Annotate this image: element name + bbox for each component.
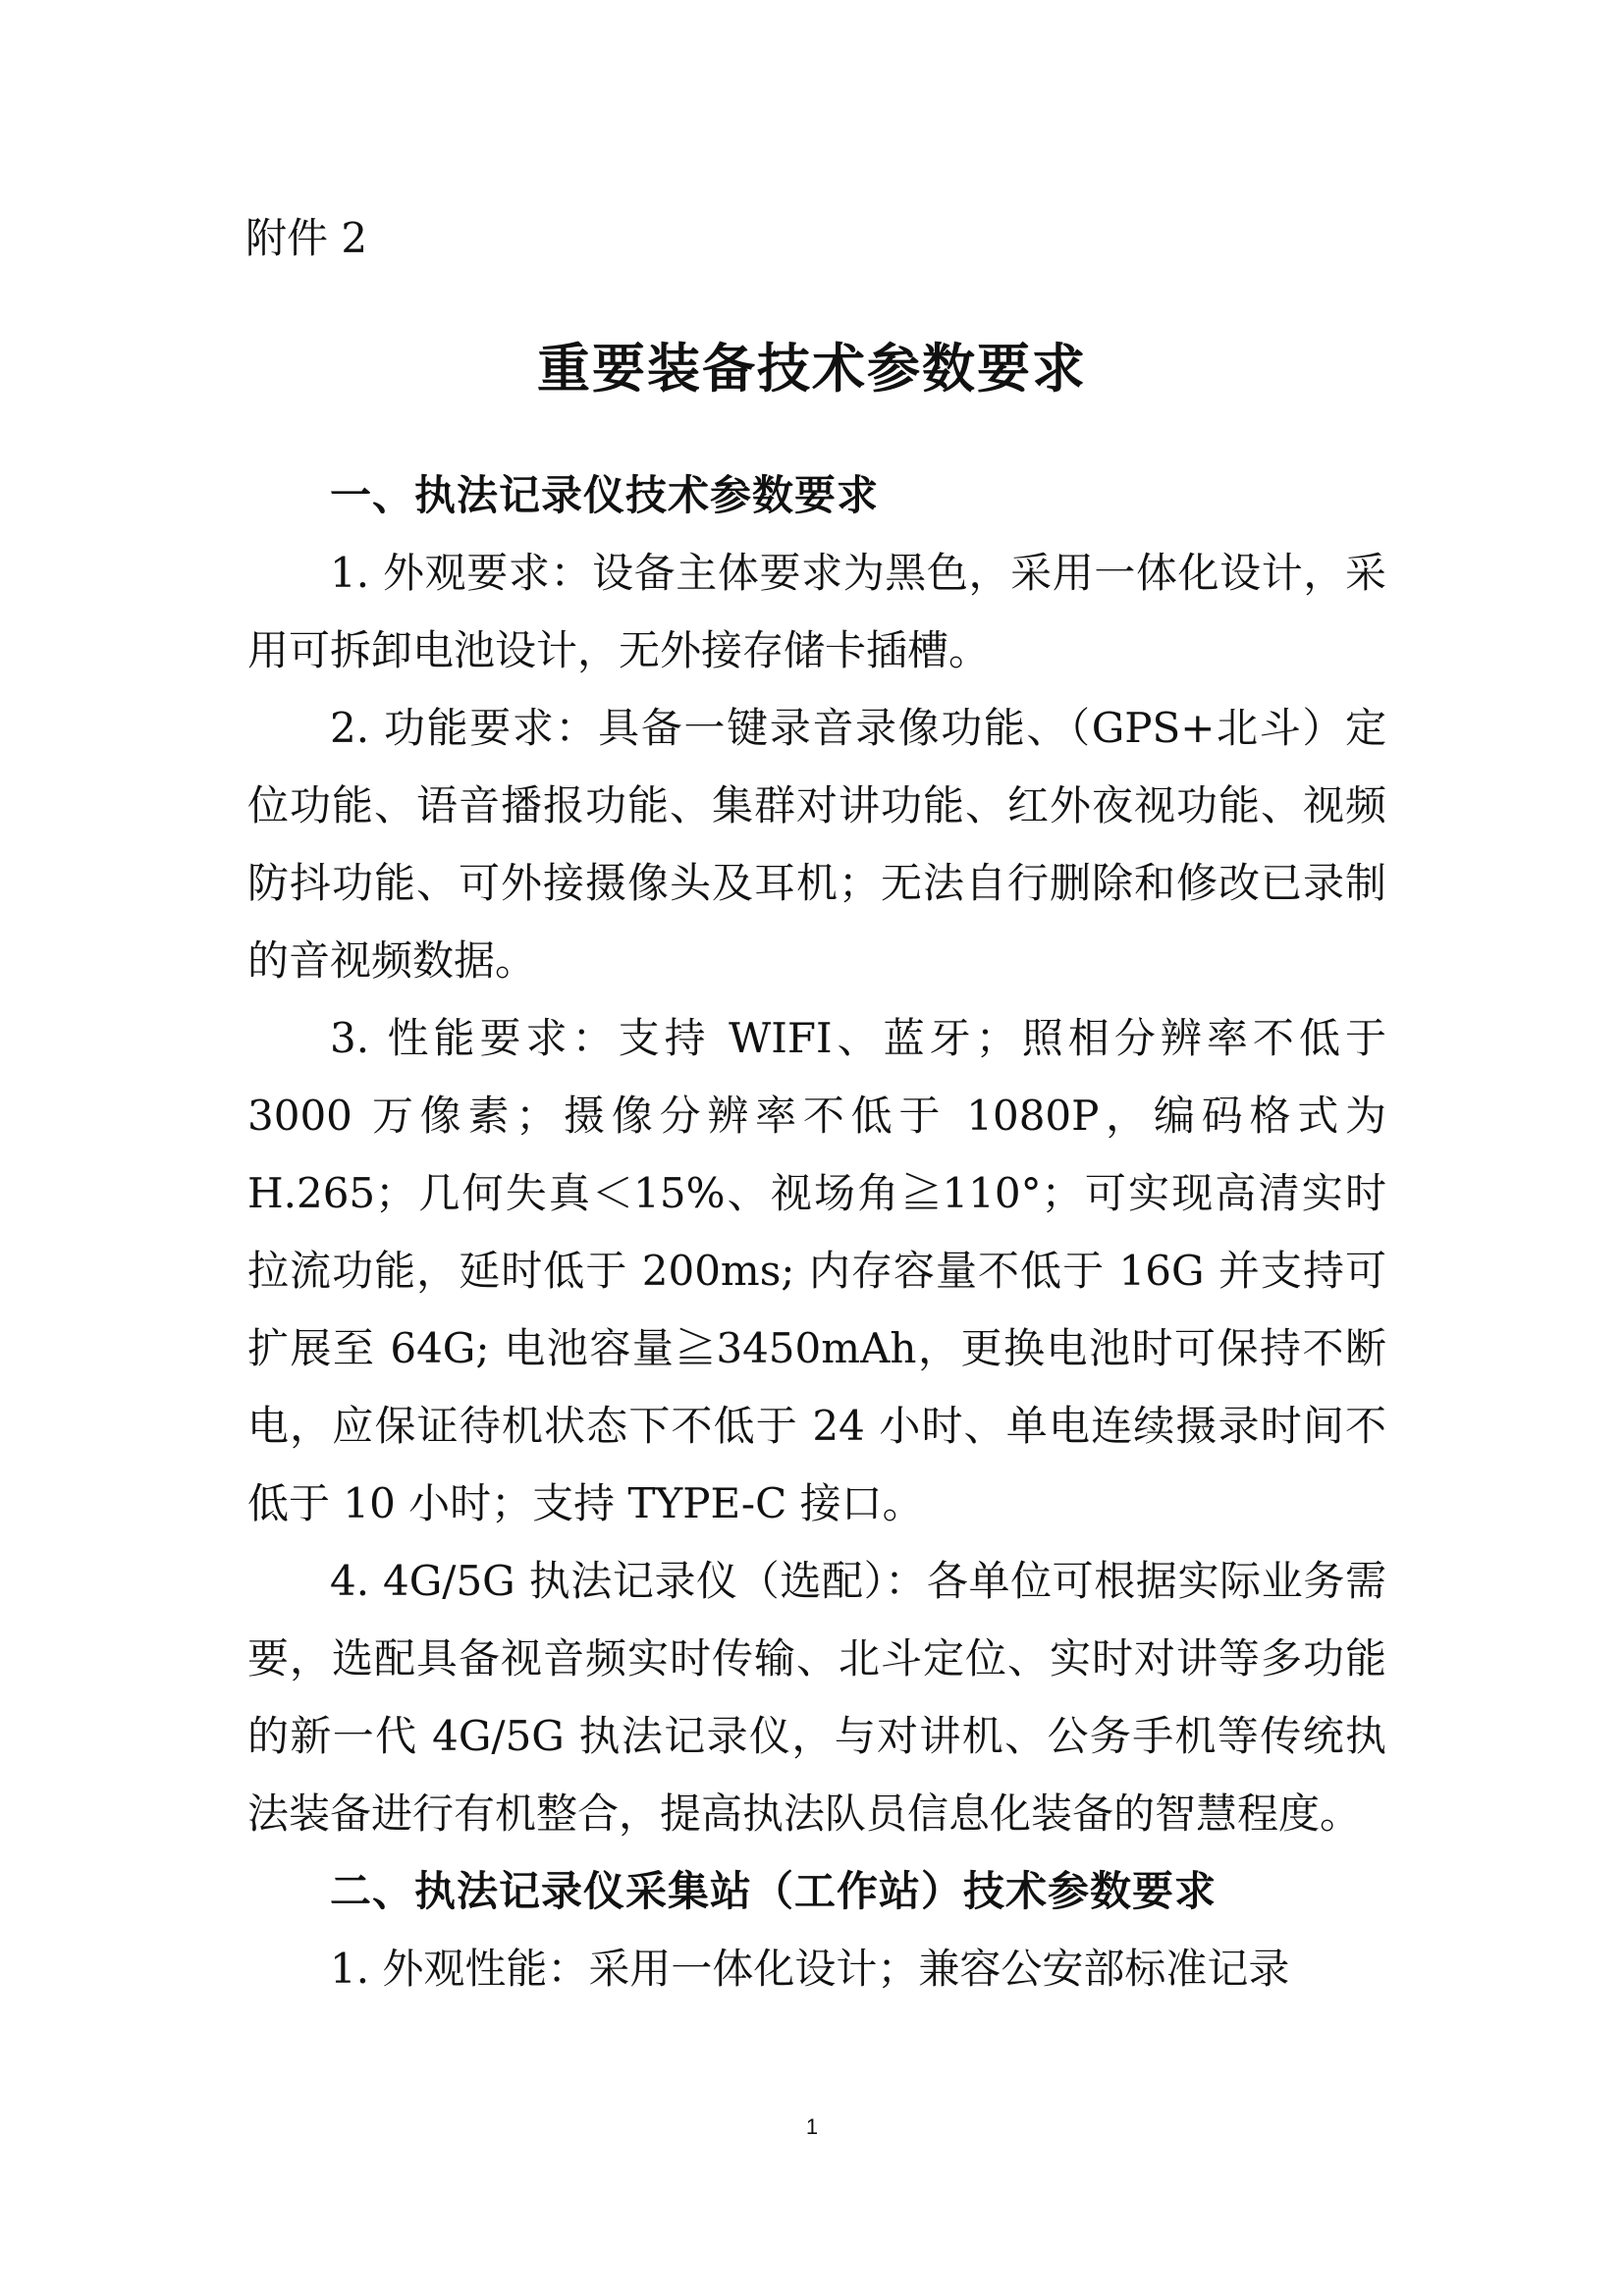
section-2-item-1: 1. 外观性能：采用一体化设计；兼容公安部标准记录 xyxy=(330,1945,1290,1993)
section-1-item-2: 2. 功能要求：具备一键录音录像功能、（GPS+北斗）定位功能、语音播报功能、集群对讲功能、红外夜视功能、视频防抖功能、可外接摄像头及耳机；无法自行删除和修改已录制的音视频数据。 xyxy=(247,704,1386,985)
section-1-heading: 一、执法记录仪技术参数要求 xyxy=(330,471,880,519)
document-body xyxy=(247,456,1386,2007)
section-2-heading: 二、执法记录仪采集站（工作站）技术参数要求 xyxy=(330,1867,1218,1915)
section-1-item-4: 4. 4G/5G 执法记录仪（选配）：各单位可根据实际业务需要，选配具备视音频实时传输、北斗定位、实时对讲等多功能的新一代 4G/5G 执法记录仪，与对讲机、公务手机等传统执法装备进行有机整合，提高执法队员信息化装备的智慧程度。 xyxy=(247,1557,1386,1838)
attachment-label: 附件 2 xyxy=(245,214,368,262)
page-number: 1 xyxy=(805,2114,819,2139)
section-1-item-1: 1. 外观要求：设备主体要求为黑色，采用一体化设计，采用可拆卸电池设计，无外接存储卡插槽。 xyxy=(247,549,1386,674)
document-title: 重要装备技术参数要求 xyxy=(537,337,1087,400)
section-1-item-3: 3. 性能要求：支持 WIFI、蓝牙；照相分辨率不低于 3000 万像素；摄像分辨率不低于 1080P，编码格式为 H.265；几何失真＜15%、视场角≧110°；可实现高清实时拉流功能，延时低于 200ms; 内存容量不低于 16G 并支持可扩展至 64G; 电池容量≧3450mAh，更换电池时可保持不断电，应保证待机状态下不低于 24 小时、单电连续摄录时间不低于 10 小时；支持 TYPE-C 接口。 xyxy=(247,1014,1386,1527)
